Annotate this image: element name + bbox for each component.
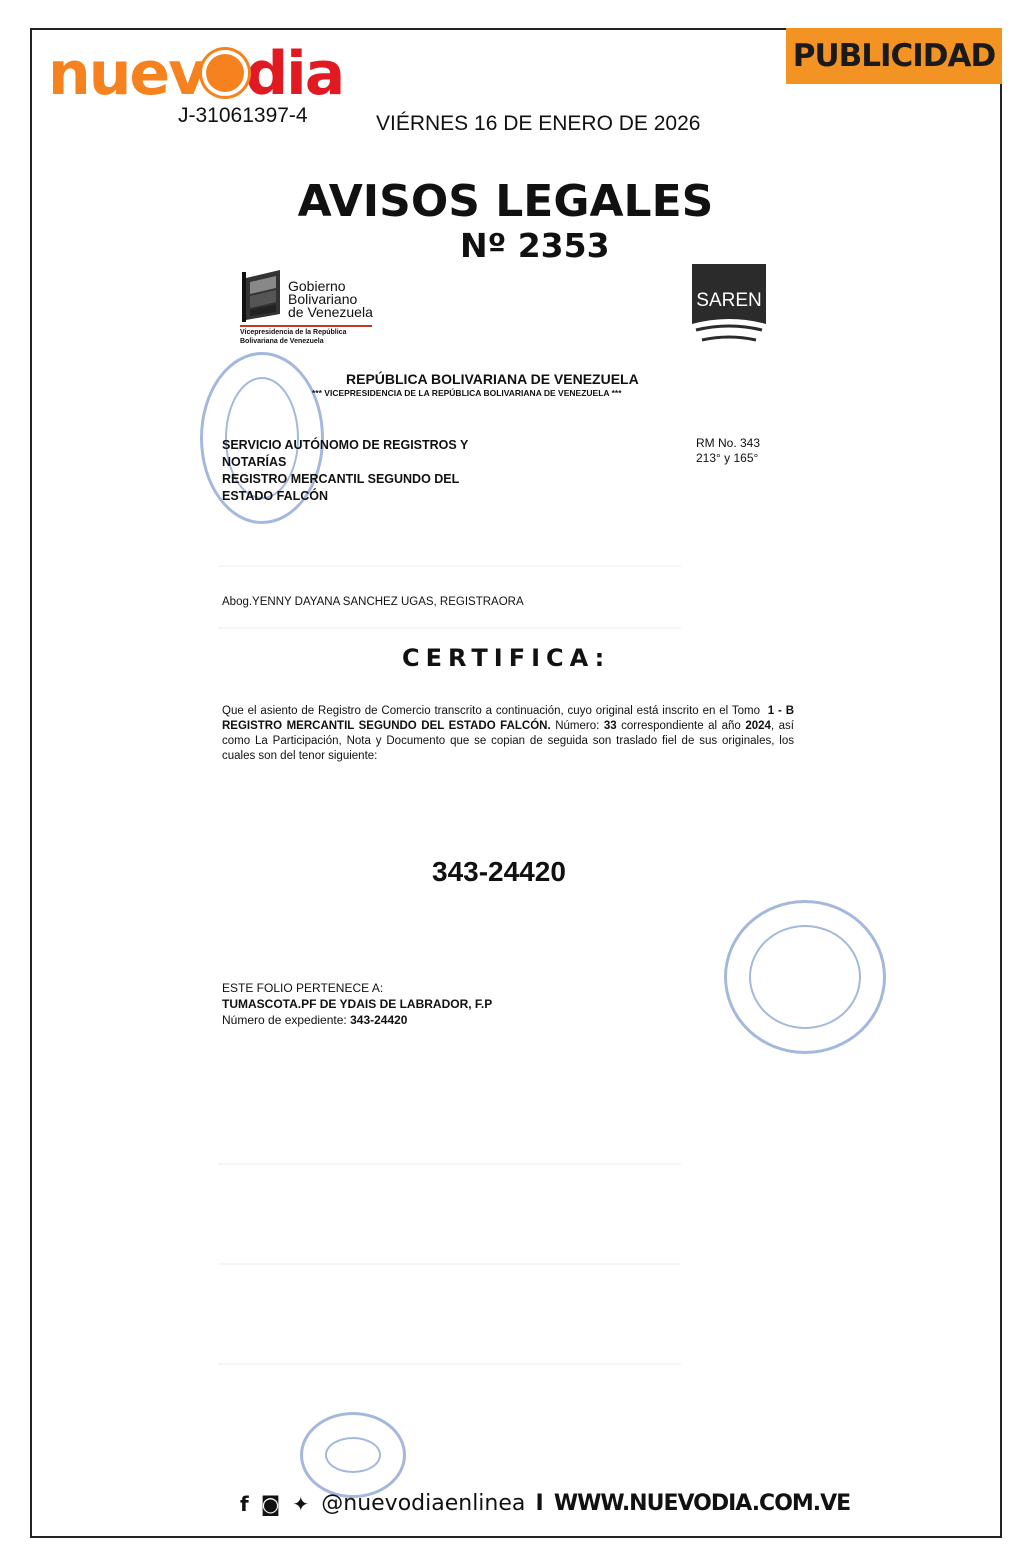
certification-paragraph bbox=[222, 704, 794, 764]
saren-logo bbox=[692, 264, 766, 346]
expediente-label: Número de expediente: bbox=[222, 1013, 347, 1027]
rif-number: J-31061397-4 bbox=[178, 104, 308, 127]
service-line: ESTADO FALCÓN bbox=[222, 489, 329, 503]
para-text: Que el asiento de Registro de Comercio transcrito a continuación, cuyo original está inscrito en el Tomo bbox=[222, 705, 760, 717]
registrar-name: Abog.YENNY DAYANA SANCHEZ UGAS, REGISTRAORA bbox=[222, 596, 524, 608]
expediente-line bbox=[222, 1012, 492, 1028]
service-line: SERVICIO AUTÓNOMO DE REGISTROS Y bbox=[222, 438, 469, 452]
facebook-icon[interactable]: f bbox=[240, 1492, 249, 1517]
republic-heading: REPÚBLICA BOLIVARIANA DE VENEZUELA bbox=[346, 371, 639, 387]
service-block bbox=[222, 437, 468, 505]
edition-date: VIÉRNES 16 DE ENERO DE 2026 bbox=[376, 112, 701, 135]
gov-sub-line2: Bolivariana de Venezuela bbox=[240, 338, 324, 345]
bleed-through-line: ________________________________________________________________ bbox=[218, 1250, 681, 1265]
page-title bbox=[0, 176, 1027, 227]
notice-number: Nº 2353 bbox=[460, 226, 610, 265]
section-tag: PUBLICIDAD bbox=[786, 28, 1002, 84]
gov-name-line2: Bolivariano bbox=[288, 291, 358, 307]
para-text: Número: bbox=[555, 720, 600, 732]
gov-subtitle bbox=[240, 328, 400, 346]
gov-sub-line1: Vicepresidencia de la República bbox=[240, 329, 347, 336]
folio-label: ESTE FOLIO PERTENECE A: bbox=[222, 981, 384, 995]
para-numero: 33 bbox=[603, 720, 617, 732]
bleed-through-line: ________________________________________________________________ bbox=[218, 552, 681, 567]
folio-owner: TUMASCOTA.PF DE YDAIS DE LABRADOR, F.P bbox=[222, 997, 493, 1011]
para-tomo: 1 - B REGISTRO MERCANTIL SEGUNDO DEL ESTADO FALCÓN. bbox=[222, 705, 795, 732]
certifica-heading: CERTIFICA: bbox=[402, 644, 611, 672]
para-year: 2024 bbox=[745, 720, 771, 732]
official-seal-stamp bbox=[724, 900, 886, 1054]
registry-number-block bbox=[696, 436, 760, 466]
logo-text-part2: dia bbox=[245, 39, 344, 109]
vicepresidency-heading: *** VICEPRESIDENCIA DE LA REPÚBLICA BOLIVARIANA DE VENEZUELA *** bbox=[312, 388, 622, 398]
government-flag-icon bbox=[240, 268, 286, 322]
newspaper-logo bbox=[48, 39, 344, 109]
rm-years: 213° y 165° bbox=[696, 451, 759, 465]
website-link[interactable]: WWW.NUEVODIA.COM.VE bbox=[553, 1491, 851, 1517]
official-seal-stamp bbox=[300, 1412, 406, 1498]
rm-number: RM No. 343 bbox=[696, 436, 761, 450]
para-text: , así como La Participación, Nota y Documento que se copian de seguida son traslado fiel de sus originales, los cuales son del tenor siguiente: bbox=[222, 720, 794, 762]
para-text: correspondiente al año bbox=[621, 720, 741, 732]
footer-separator: I bbox=[535, 1491, 544, 1517]
expediente-number-large: 343-24420 bbox=[432, 856, 566, 887]
bleed-through-line: ________________________________________________________________ bbox=[218, 1150, 681, 1165]
service-line: REGISTRO MERCANTIL SEGUNDO DEL bbox=[222, 472, 460, 486]
page-title-text: AVISOS LEGALES bbox=[297, 176, 714, 227]
footer-bar bbox=[240, 1487, 850, 1519]
instagram-icon[interactable]: ◙ bbox=[260, 1492, 281, 1517]
expediente-value: 343-24420 bbox=[350, 1013, 408, 1027]
gov-name-line3: de Venezuela bbox=[288, 304, 373, 320]
logo-text-part1: nuev bbox=[48, 39, 206, 109]
gov-divider bbox=[240, 325, 372, 327]
folio-block bbox=[222, 980, 492, 1028]
service-line: NOTARÍAS bbox=[222, 455, 287, 469]
bleed-through-line: ________________________________________________________________ bbox=[218, 1350, 681, 1365]
bleed-through-line: ________________________________________________________________ bbox=[218, 614, 681, 629]
twitter-icon[interactable]: ✦ bbox=[292, 1492, 310, 1517]
gov-name-line1: Gobierno bbox=[288, 278, 346, 294]
social-handle[interactable]: @nuevodiaenlinea bbox=[321, 1491, 526, 1517]
gov-name bbox=[288, 280, 408, 319]
saren-logo-text: SAREN bbox=[696, 290, 762, 311]
sun-icon bbox=[206, 54, 244, 92]
